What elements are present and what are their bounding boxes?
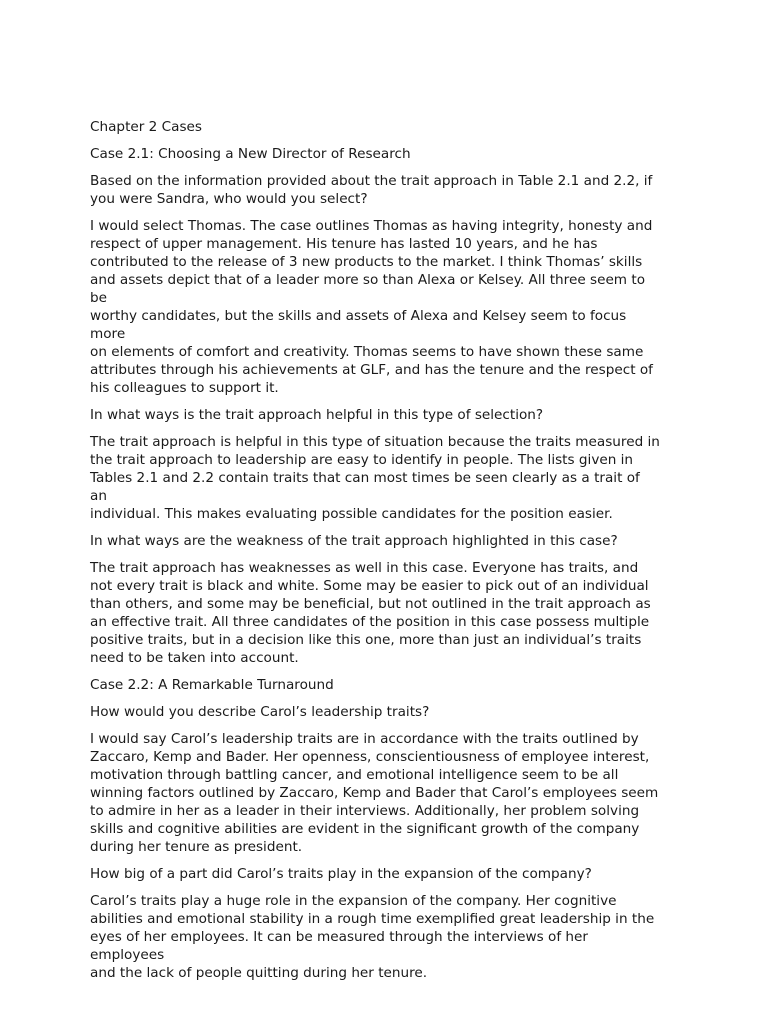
chapter-title: Chapter 2 Cases	[90, 119, 202, 135]
answer-paragraph: The trait approach is helpful in this type of situation because the traits measured in the trait approach to leadership are easy to identify in people. The lists given in Tables 2.1 and 2.2 contain traits that can most times be seen clearly as a trait of an individual. This makes evaluating possible candidates for the position easier.	[90, 434, 660, 522]
answer-paragraph: I would select Thomas. The case outlines Thomas as having integrity, honesty and respect of upper management. His tenure has lasted 10 years, and he has contributed to the release of 3 new products to the market. I think Thomas’ skills and assets depict that of a leader more so than Alexa or Kelsey. All three seem to be worthy candidates, but the skills and assets of Alexa and Kelsey seem to focus more on elements of comfort and creativity. Thomas seems to have shown these same attributes through his achievements at GLF, and has the tenure and the respect of his colleagues to support it.	[90, 218, 653, 396]
question-paragraph: In what ways are the weakness of the trait approach highlighted in this case?	[90, 533, 618, 549]
document-page	[90, 118, 660, 991]
question-paragraph: In what ways is the trait approach helpful in this type of selection?	[90, 407, 544, 423]
answer-paragraph: Carol’s traits play a huge role in the expansion of the company. Her cognitive abilities and emotional stability in a rough time exemplified great leadership in the eyes of her employees. It can be measured through the interviews of her employees and the lack of people quitting during her tenure.	[90, 893, 655, 981]
answer-paragraph: I would say Carol’s leadership traits are in accordance with the traits outlined by Zaccaro, Kemp and Bader. Her openness, conscientiousness of employee interest, motivation through battling cancer, and emotional intelligence seem to be all winning factors outlined by Zaccaro, Kemp and Bader that Carol’s employees seem to admire in her as a leader in their interviews. Additionally, her problem solving skills and cognitive abilities are evident in the significant growth of the company during her tenure as president.	[90, 731, 659, 855]
question-paragraph: How big of a part did Carol’s traits play in the expansion of the company?	[90, 866, 592, 882]
case-heading: Case 2.1: Choosing a New Director of Research	[90, 146, 411, 162]
question-paragraph: Based on the information provided about the trait approach in Table 2.1 and 2.2, if you were Sandra, who would you select?	[90, 173, 653, 207]
answer-paragraph: The trait approach has weaknesses as well in this case. Everyone has traits, and not every trait is black and white. Some may be easier to pick out of an individual than others, and some may be beneficial, but not outlined in the trait approach as an effective trait. All three candidates of the position in this case possess multiple positive traits, but in a decision like this one, more than just an individual’s traits need to be taken into account.	[90, 560, 651, 666]
question-paragraph: How would you describe Carol’s leadership traits?	[90, 704, 430, 720]
case-heading: Case 2.2: A Remarkable Turnaround	[90, 677, 334, 693]
